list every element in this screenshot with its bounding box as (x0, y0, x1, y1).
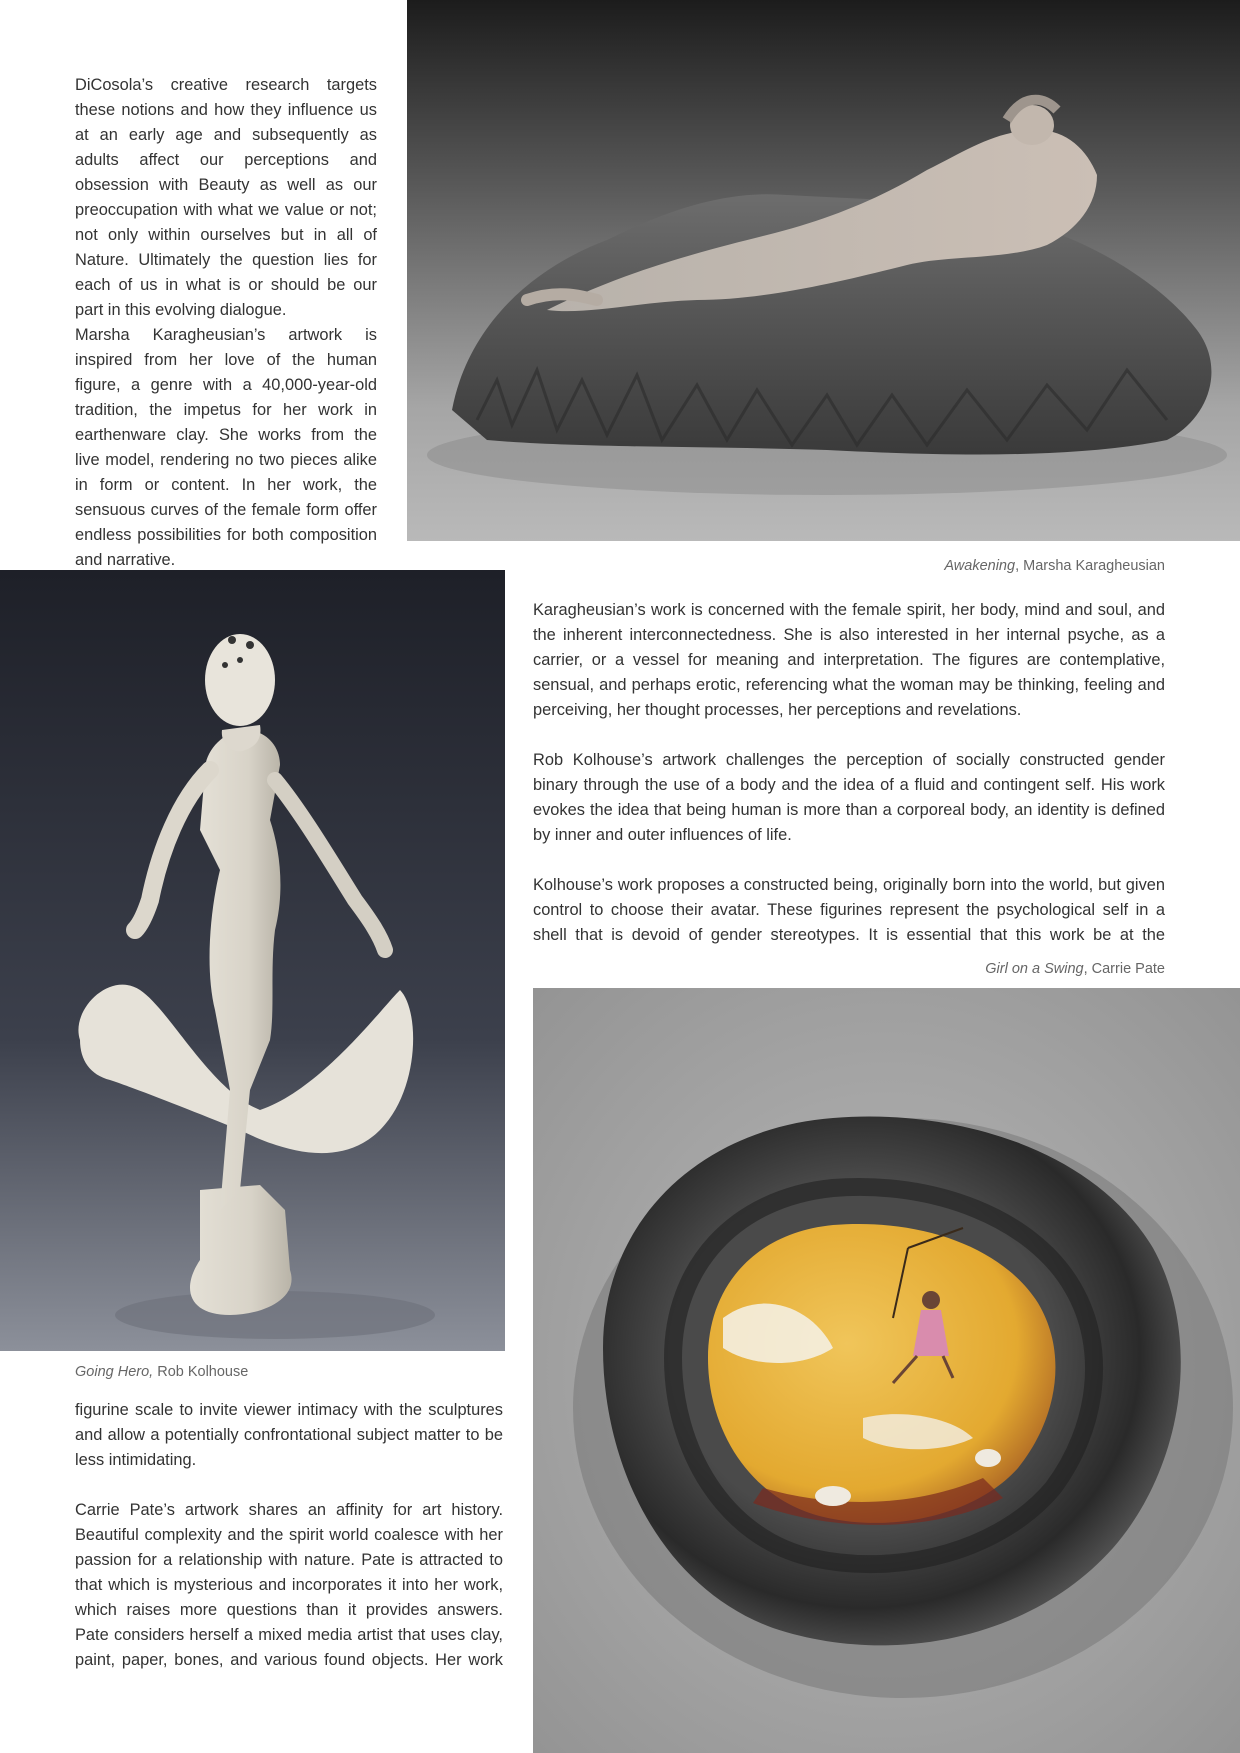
caption-girl-on-a-swing-artist: , Carrie Pate (1083, 961, 1165, 977)
awakening-photo (407, 0, 1240, 541)
caption-girl-on-a-swing-title: Girl on a Swing (985, 961, 1084, 977)
going-hero-photo (0, 570, 505, 1351)
paragraph-kolhouse-intro: Rob Kolhouse’s artwork challenges the perception of socially constructed gender binary through the use of a body and the idea of a fluid and contingent self. His work evokes the idea that being human is more than a corporeal body, an identity is defined by inner and outer influences of life. (533, 751, 1165, 844)
paragraph-karagheusian-intro: Marsha Karagheusian’s artwork is inspired from her love of the human figure, a genre with a 40,000-year-old tradition, the impetus for her work in earthenware clay. She works from the live model, rendering no two pieces alike in form or content. In her work, the sensuous curves of the female form offer endless possibilities for both composition and narrative. (75, 326, 377, 569)
girl-on-a-swing-photo (533, 988, 1240, 1753)
paragraph-pate-intro: Carrie Pate’s artwork shares an affinity for art history. Beautiful complexity and the spirit world coalesce with her passion for a relationship with nature. Pate is attracted to that which is mysterious and incorporates it into her work, which raises more questions than it provides answers. Pate considers herself a mixed media artist that uses clay, paint, paper, bones, and various found objects. Her work (75, 1501, 503, 1669)
paragraph-kolhouse-scale: figurine scale to invite viewer intimacy with the sculptures and allow a potentially confrontational subject matter to be less intimidating. (75, 1401, 503, 1469)
caption-awakening-title: Awakening (944, 558, 1016, 574)
paragraph-karagheusian-spirit: Karagheusian’s work is concerned with the female spirit, her body, mind and soul, and the inherent interconnectedness. She is also interested in her internal psyche, as a carrier, or a vessel for meaning and interpretation. The figures are contemplative, sensual, and perhaps erotic, referencing what the woman may be thinking, feeling and perceiving, her thought processes, her perceptions and revelations. (533, 601, 1165, 719)
caption-going-hero-artist: Rob Kolhouse (153, 1364, 249, 1380)
caption-going-hero-title: Going Hero, (75, 1364, 154, 1380)
caption-going-hero (75, 1364, 248, 1380)
caption-awakening (944, 558, 1165, 574)
caption-girl-on-a-swing (985, 961, 1165, 977)
paragraph-kolhouse-avatar: Kolhouse’s work proposes a constructed being, originally born into the world, but given control to choose their avatar. These figurines represent the psychological self in a shell that is devoid of gender stereotypes. It is essential that this work be at the (533, 876, 1165, 944)
paragraph-dicosola: DiCosola’s creative research targets these notions and how they influence us at an early age and subsequently as adults affect our perceptions and obsession with Beauty as well as our preoccupation with what we value or not; not only within ourselves but in all of Nature. Ultimately the question lies for each of us in what is or should be our part in this evolving dialogue. (75, 76, 377, 319)
caption-awakening-artist: , Marsha Karagheusian (1015, 558, 1165, 574)
